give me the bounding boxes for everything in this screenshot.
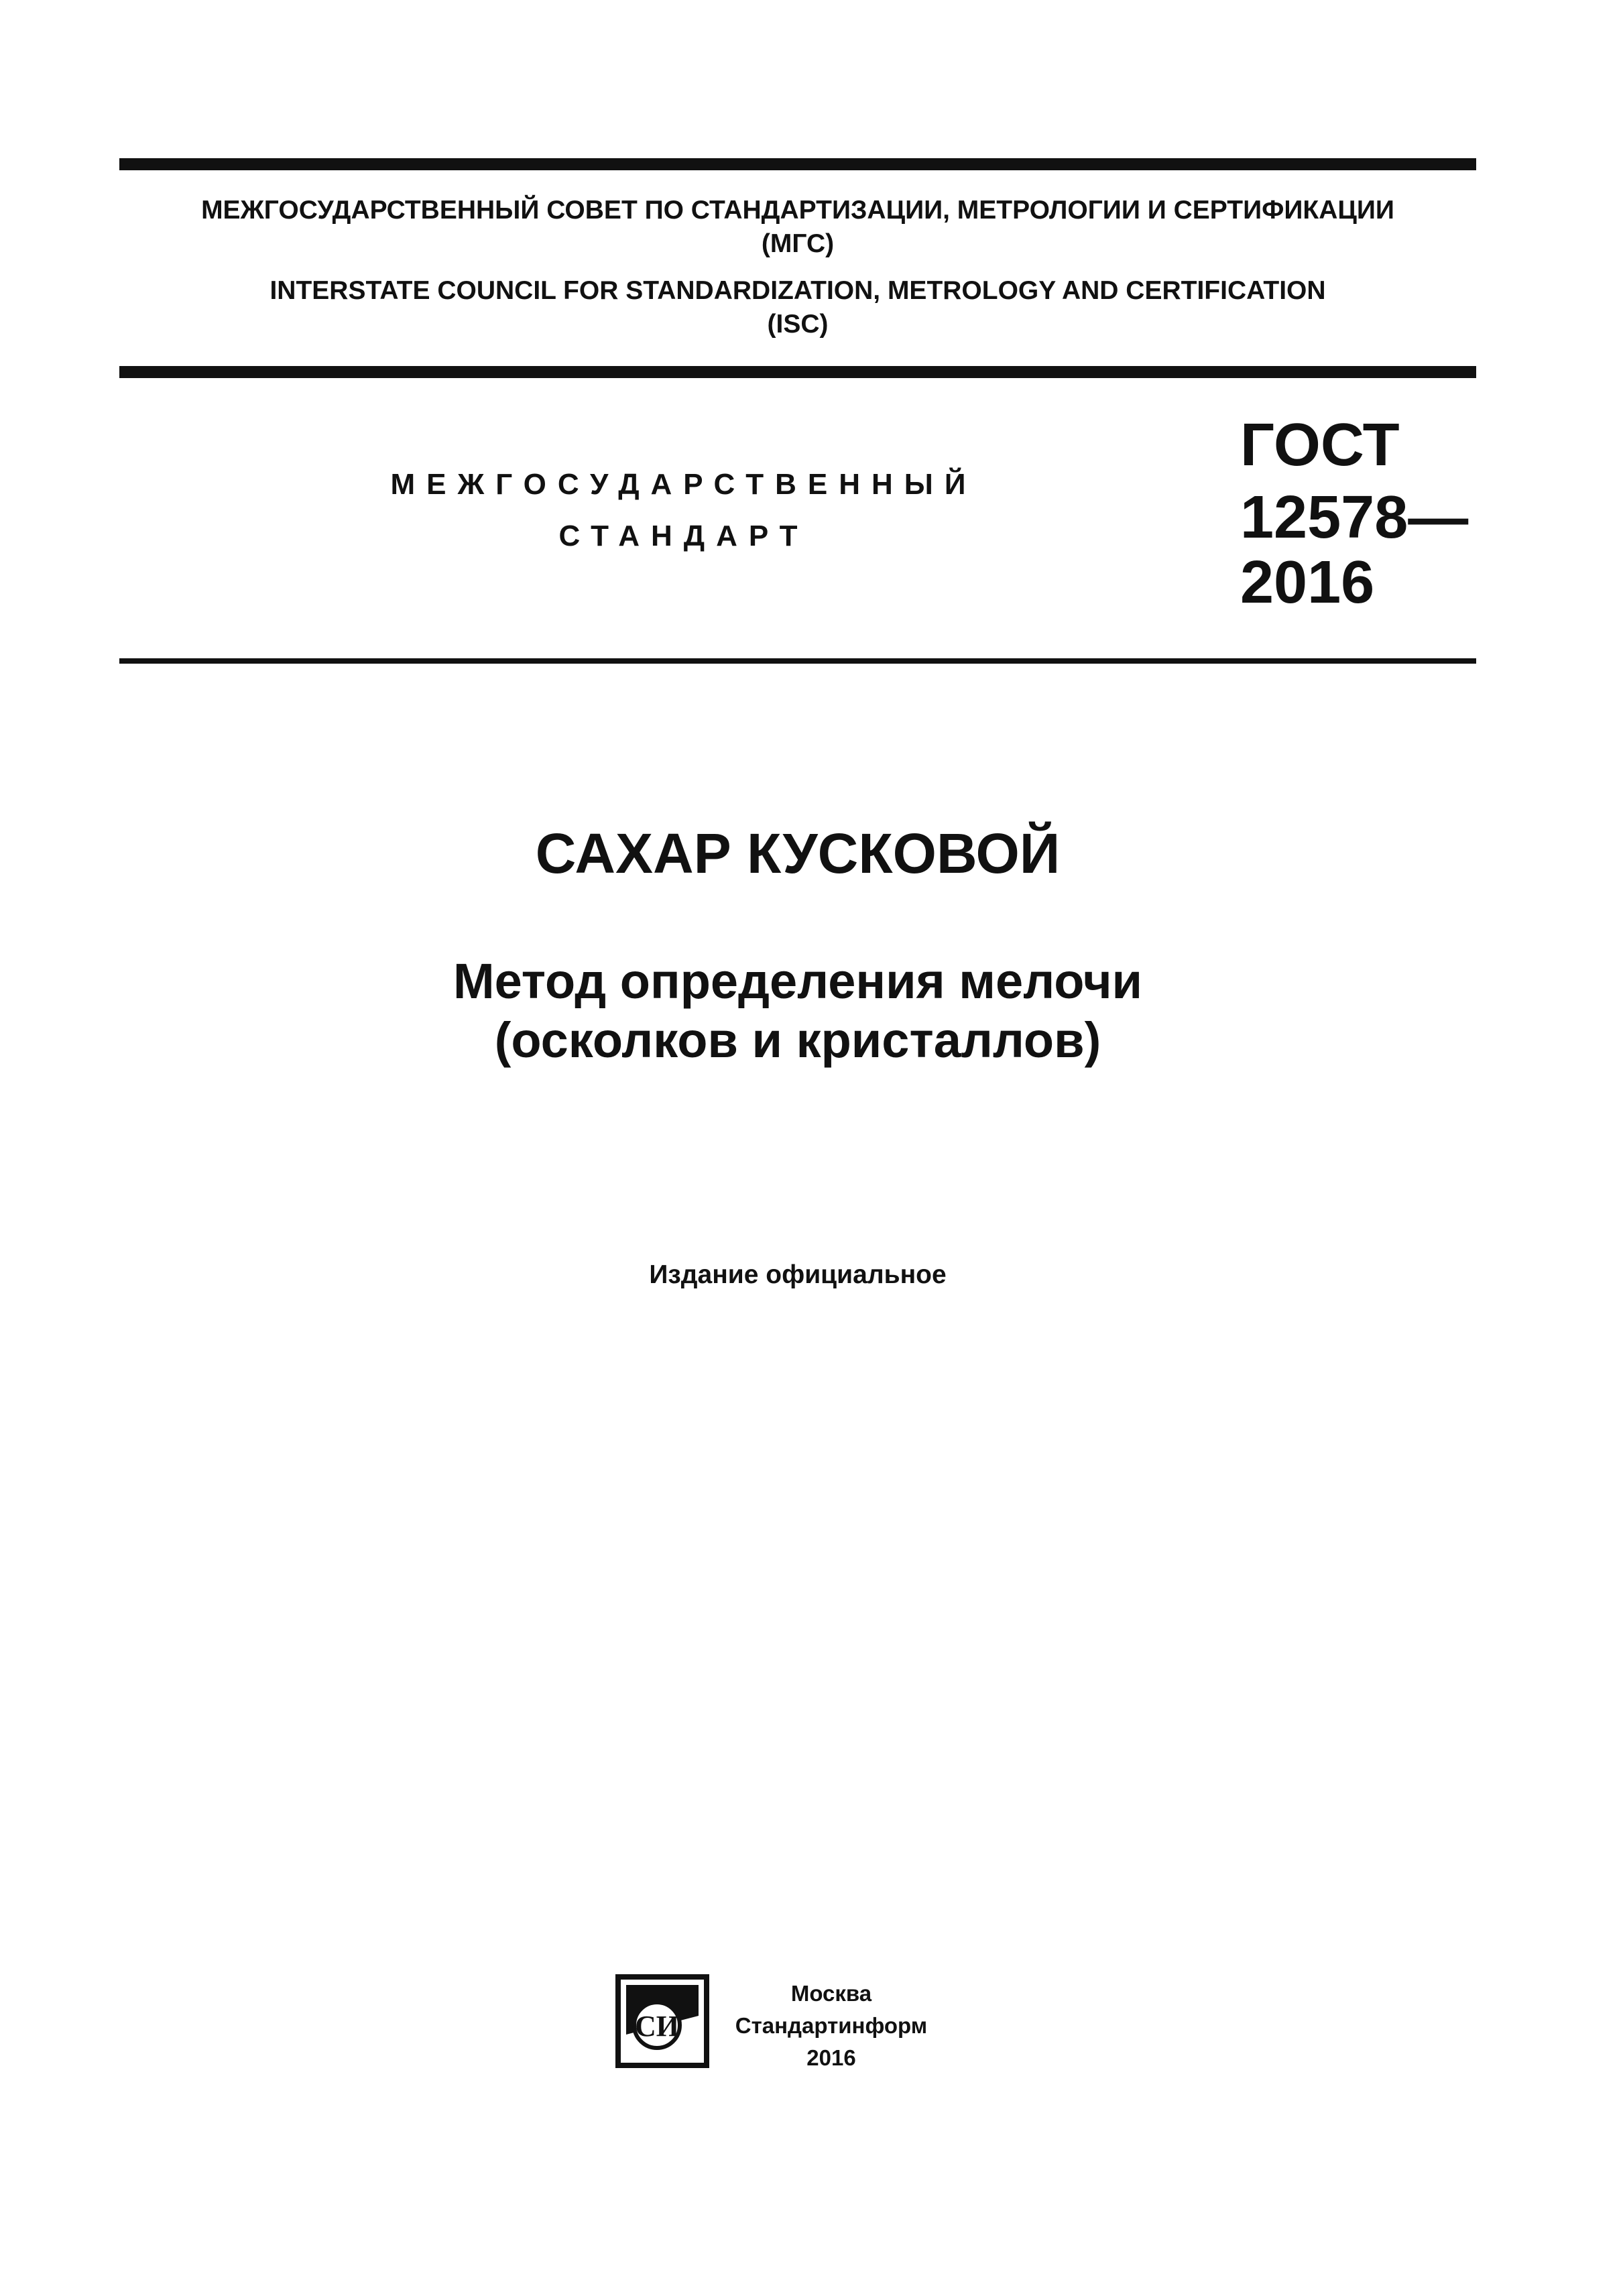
- header-bottom-rule: [119, 366, 1476, 378]
- council-abbr-en: (ISC): [767, 310, 829, 339]
- gost-label: ГОСТ: [1240, 412, 1400, 479]
- top-rule: [119, 158, 1476, 170]
- council-name-en-line1: INTERSTATE COUNCIL FOR STANDARDIZATION, METROLOGY AND CERTIFICATION: [269, 276, 1326, 305]
- publisher-year: 2016: [806, 2045, 856, 2070]
- document-title: САХАР КУСКОВОЙ: [535, 822, 1061, 885]
- council-abbr-ru: (МГС): [761, 229, 835, 258]
- publisher-city: Москва: [790, 1981, 872, 2006]
- standard-kind-line1: МЕЖГОСУДАРСТВЕННЫЙ: [390, 468, 977, 501]
- edition-label: Издание официальное: [649, 1260, 947, 1289]
- publisher-name: Стандартинформ: [735, 2013, 928, 2038]
- gost-number: 12578—: [1240, 484, 1469, 551]
- council-name-ru-line1: МЕЖГОСУДАРСТВЕННЫЙ СОВЕТ ПО СТАНДАРТИЗАЦИИ, МЕТРОЛОГИИ И СЕРТИФИКАЦИИ: [201, 196, 1394, 225]
- document-subtitle-line2: (осколков и кристаллов): [494, 1012, 1101, 1068]
- logo-lettering: СИ: [635, 2010, 679, 2043]
- standard-bottom-rule: [119, 658, 1476, 664]
- standard-kind-line2: СТАНДАРТ: [558, 520, 809, 552]
- standartinform-logo-icon: [615, 1974, 709, 2068]
- gost-year: 2016: [1240, 549, 1375, 616]
- document-subtitle-line1: Метод определения мелочи: [453, 953, 1143, 1009]
